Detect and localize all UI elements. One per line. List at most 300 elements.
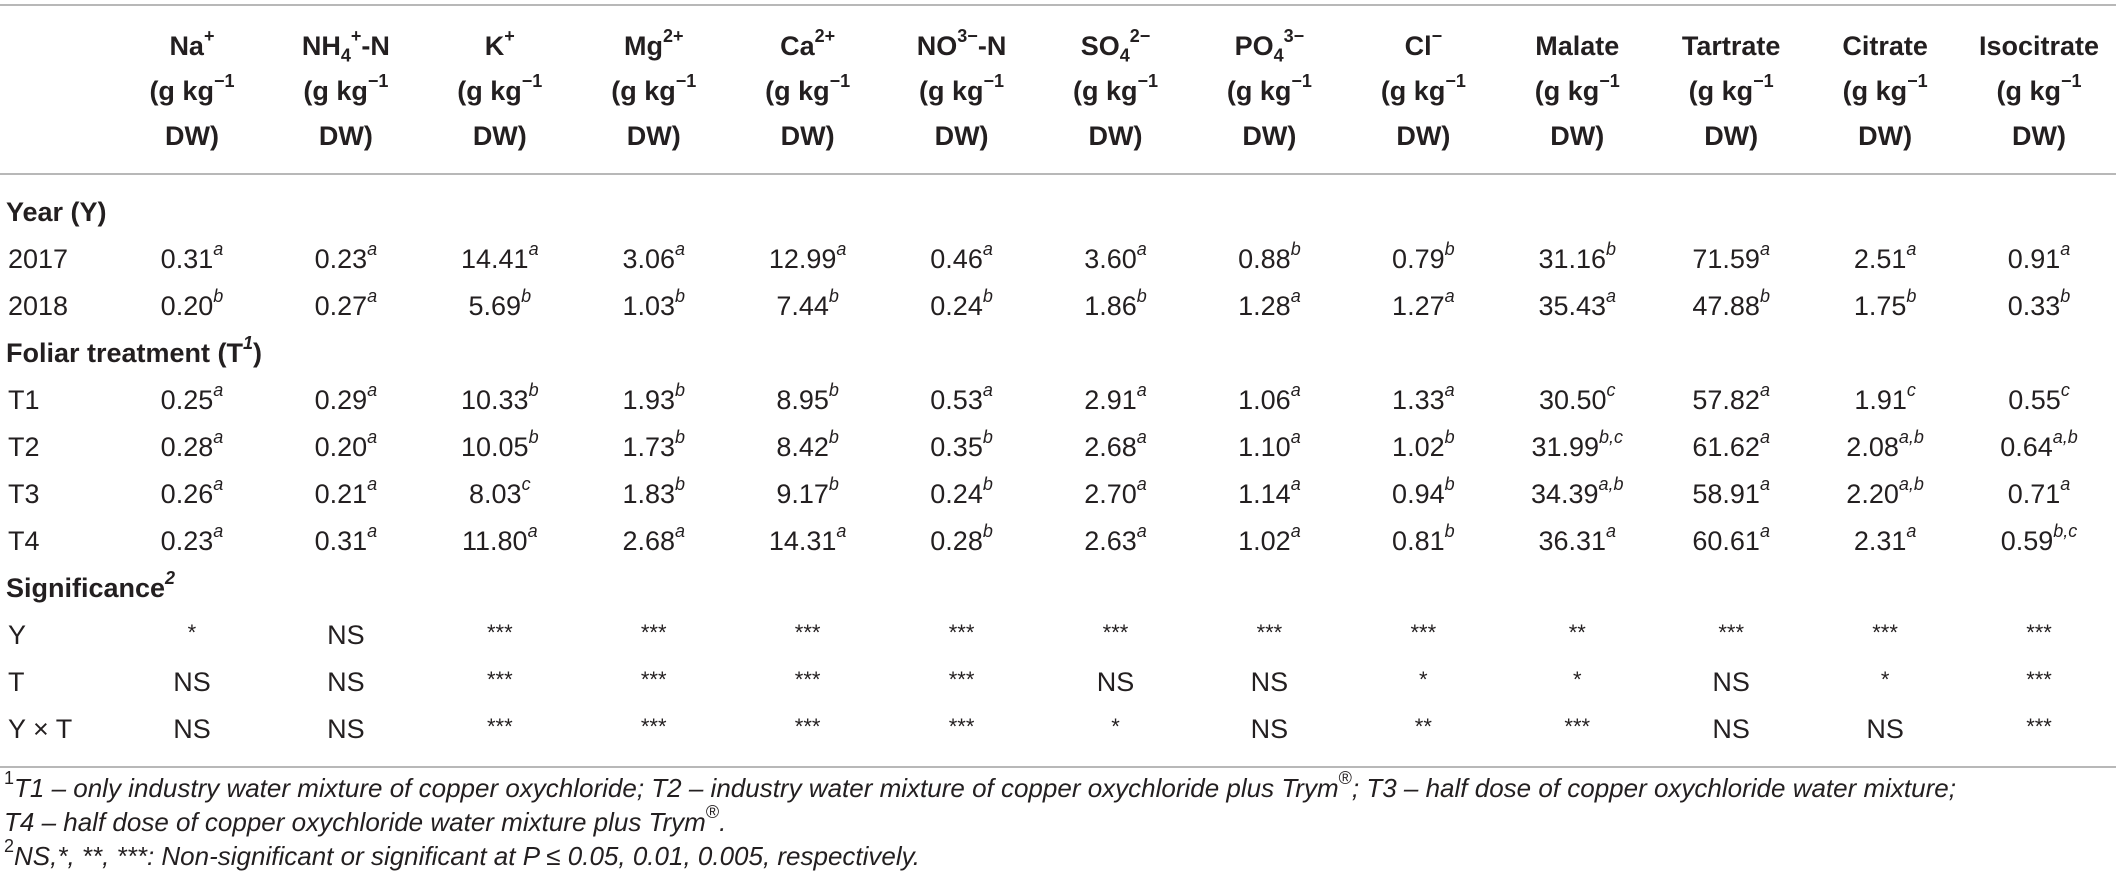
unit-exponent: −1: [829, 71, 851, 91]
significance-value: ***: [640, 714, 667, 739]
significance-letter: b: [1136, 286, 1147, 306]
significance-letter: a: [1136, 427, 1147, 447]
header-ion-label: [1654, 24, 1808, 69]
unit-exponent: −1: [1445, 71, 1466, 91]
significance-letter: b: [675, 286, 686, 306]
value-cell: [269, 377, 423, 424]
value-cell: [577, 471, 731, 518]
header-unit-basis: DW): [780, 121, 835, 151]
spacer-row: [0, 174, 2116, 189]
significance-letter: b: [982, 474, 993, 494]
cell-value: 1.06: [1238, 385, 1291, 415]
header-unit: [1192, 69, 1346, 114]
unit-text: (g kg: [765, 76, 830, 106]
significance-value: *: [1419, 667, 1428, 692]
cell-value: 30.50: [1538, 385, 1607, 415]
significance-letter: a,b: [1898, 474, 1924, 494]
value-cell: [1808, 236, 1962, 283]
cell-value: 0.46: [930, 244, 983, 274]
ion-name: Mg: [623, 31, 663, 61]
value-cell: [1962, 236, 2116, 283]
header-ion-label: [1192, 24, 1346, 69]
cell-value: 36.31: [1538, 526, 1607, 556]
unit-text: (g kg: [1534, 76, 1600, 106]
cell-value: 3.60: [1084, 244, 1137, 274]
significance-cell: [423, 612, 577, 659]
cell-value: 61.62: [1692, 432, 1760, 462]
cell-value: 2.08: [1846, 432, 1899, 462]
significance-value: NS: [173, 714, 211, 744]
cell-value: 1.28: [1238, 291, 1291, 321]
cell-value: 1.02: [1392, 432, 1445, 462]
significance-row: [0, 659, 2116, 706]
value-cell: [1654, 424, 1808, 471]
significance-value: *: [1880, 667, 1890, 692]
cell-value: 14.31: [768, 526, 837, 556]
unit-text: (g kg: [1688, 76, 1754, 106]
column-header: [1654, 5, 1808, 174]
significance-letter: a: [213, 380, 224, 400]
header-unit: [1962, 69, 2116, 114]
significance-cell: [1500, 706, 1654, 767]
section-label-text: Foliar treatment (T: [6, 338, 244, 368]
row-label: T: [8, 667, 25, 697]
cell-value: 1.03: [622, 291, 675, 321]
significance-letter: a: [1444, 380, 1455, 400]
significance-letter: a: [213, 239, 224, 259]
significance-value: **: [1414, 714, 1432, 739]
header-unit-basis: DW): [1088, 121, 1143, 151]
significance-letter: b: [675, 474, 686, 494]
value-cell: [423, 283, 577, 330]
significance-letter: b: [828, 427, 839, 447]
cell-value: 2.51: [1853, 244, 1907, 274]
cell-value: 1.91: [1854, 385, 1907, 415]
cell-value: 9.17: [776, 479, 829, 509]
significance-value: NS: [327, 714, 365, 744]
cell-value: 0.35: [930, 432, 983, 462]
ion-name: Ca: [780, 31, 815, 61]
significance-cell: [269, 612, 423, 659]
value-cell: [1039, 471, 1193, 518]
value-cell: [423, 518, 577, 565]
header-ion-label: [115, 24, 269, 69]
cell-value: 1.33: [1392, 385, 1445, 415]
significance-letter: a: [1136, 521, 1147, 541]
table-row: [0, 283, 2116, 330]
cell-value: 57.82: [1692, 385, 1760, 415]
cell-value: 0.79: [1392, 244, 1445, 274]
significance-letter: b: [528, 427, 539, 447]
value-cell: [731, 424, 885, 471]
cell-value: 0.24: [930, 479, 983, 509]
footnote-2-mark: 2: [4, 836, 15, 857]
unit-exponent: −1: [1137, 71, 1158, 91]
cell-value: 2.70: [1084, 479, 1137, 509]
significance-letter: a: [527, 521, 538, 541]
significance-letter: a: [2060, 474, 2071, 494]
header-ion-label: [1346, 24, 1500, 69]
significance-value: ***: [486, 667, 513, 692]
cell-value: 0.23: [314, 244, 368, 274]
value-cell: [1808, 424, 1962, 471]
cell-value: 1.86: [1084, 291, 1137, 321]
cell-value: 58.91: [1692, 479, 1760, 509]
significance-cell: [1039, 706, 1193, 767]
value-cell: [885, 377, 1039, 424]
significance-letter: b: [675, 427, 686, 447]
header-unit: [885, 69, 1039, 114]
row-label: 2017: [8, 244, 69, 274]
header-unit: [1346, 69, 1500, 114]
significance-letter: b: [1290, 239, 1301, 259]
section-footnote-mark: 1: [243, 333, 254, 353]
header-ion-label: [1039, 24, 1193, 69]
column-header: [1039, 5, 1193, 174]
significance-letter: a: [1759, 380, 1770, 400]
significance-cell: [885, 659, 1039, 706]
cell-value: 1.27: [1392, 291, 1445, 321]
significance-letter: a: [1759, 239, 1770, 259]
value-cell: [115, 377, 269, 424]
value-cell: [1192, 518, 1346, 565]
significance-value: ***: [2026, 714, 2052, 739]
significance-letter: a: [367, 239, 378, 259]
significance-cell: [1654, 659, 1808, 706]
data-table: [0, 4, 2116, 768]
cell-value: 0.31: [160, 244, 214, 274]
unit-exponent: −1: [1291, 71, 1312, 91]
value-cell: [115, 518, 269, 565]
significance-letter: a: [1759, 474, 1770, 494]
header-unit-basis: DW): [472, 121, 527, 151]
cell-value: 0.26: [160, 479, 214, 509]
cell-value: 14.41: [461, 244, 529, 274]
significance-letter: a: [1290, 521, 1301, 541]
header-ion-label: [885, 24, 1039, 69]
ion-charge: 2+: [662, 26, 684, 46]
value-cell: [1192, 424, 1346, 471]
header-unit-basis: DW): [318, 121, 373, 151]
header-unit-basis: DW): [2012, 121, 2067, 151]
value-cell: [1346, 424, 1500, 471]
significance-letter: a: [1606, 521, 1617, 541]
significance-letter: b: [213, 286, 224, 306]
header-unit: [731, 69, 885, 114]
significance-value: NS: [327, 620, 365, 650]
value-cell: [1654, 518, 1808, 565]
header-unit: [1039, 69, 1193, 114]
value-cell: [577, 377, 731, 424]
header-ion-label: [577, 24, 731, 69]
value-cell: [1346, 518, 1500, 565]
significance-letter: b: [528, 380, 539, 400]
significance-value: ***: [1256, 620, 1283, 645]
cell-value: 2.31: [1853, 526, 1907, 556]
significance-value: NS: [1712, 667, 1750, 697]
footnote-2: [4, 836, 920, 872]
value-cell: [1500, 236, 1654, 283]
column-header: [577, 5, 731, 174]
row-label: 2018: [8, 291, 69, 321]
value-cell: [1500, 377, 1654, 424]
significance-value: NS: [1712, 714, 1750, 744]
cell-value: 0.31: [314, 526, 368, 556]
significance-letter: b: [2060, 286, 2071, 306]
significance-letter: a: [1759, 521, 1770, 541]
value-cell: [1039, 424, 1193, 471]
value-cell: [115, 283, 269, 330]
header-unit: [269, 69, 423, 114]
header-unit-basis: DW): [1858, 121, 1913, 151]
significance-value: ***: [1102, 620, 1129, 645]
significance-cell: [885, 706, 1039, 767]
cell-value: 11.80: [462, 526, 528, 556]
significance-value: ***: [640, 667, 667, 692]
cell-value: 10.05: [461, 432, 529, 462]
unit-text: (g kg: [611, 76, 676, 106]
significance-letter: b: [675, 380, 686, 400]
header-unit-basis: DW): [164, 121, 219, 151]
ion-name: Malate: [1535, 31, 1620, 61]
row-label: Y: [8, 620, 27, 650]
significance-letter: a: [675, 521, 686, 541]
section-row: [0, 189, 2116, 236]
value-cell: [1808, 471, 1962, 518]
corner-cell: [0, 5, 115, 174]
significance-value: ***: [1410, 620, 1437, 645]
column-header: [885, 5, 1039, 174]
header-unit-basis: DW): [1550, 121, 1605, 151]
ion-name: Isocitrate: [1979, 31, 2100, 61]
significance-letter: a,b: [1598, 474, 1624, 494]
cell-value: 7.44: [776, 291, 829, 321]
ion-charge: −: [1431, 26, 1443, 46]
cell-value: 5.69: [468, 291, 522, 321]
unit-text: (g kg: [457, 76, 522, 106]
cell-value: 8.95: [776, 385, 829, 415]
value-cell: [1039, 377, 1193, 424]
value-cell: [1962, 377, 2116, 424]
significance-cell: [1808, 612, 1962, 659]
value-cell: [1192, 283, 1346, 330]
value-cell: [1654, 377, 1808, 424]
cell-value: 0.21: [314, 479, 368, 509]
significance-letter: a: [367, 286, 378, 306]
value-cell: [423, 471, 577, 518]
value-cell: [1654, 236, 1808, 283]
value-cell: [1192, 236, 1346, 283]
cell-value: 2.68: [1084, 432, 1137, 462]
header-row: [0, 5, 2116, 174]
header-unit-basis: DW): [934, 121, 989, 151]
significance-cell: [115, 706, 269, 767]
significance-value: NS: [1866, 714, 1904, 744]
value-cell: [115, 424, 269, 471]
header-ion-label: [423, 24, 577, 69]
ion-suffix: -N: [977, 31, 1007, 61]
value-cell: [115, 471, 269, 518]
header-ion-label: [269, 24, 423, 69]
column-header: [269, 5, 423, 174]
section-label: [0, 565, 2116, 612]
unit-text: (g kg: [919, 76, 984, 106]
significance-letter: a: [213, 474, 224, 494]
value-cell: [731, 518, 885, 565]
significance-letter: a: [1906, 239, 1917, 259]
value-cell: [423, 236, 577, 283]
ion-name: SO: [1080, 31, 1120, 61]
value-cell: [1039, 283, 1193, 330]
cell-value: 0.20: [314, 432, 368, 462]
significance-letter: a: [1290, 474, 1301, 494]
footnote-1-line2-tail: .: [719, 807, 727, 837]
cell-value: 8.42: [776, 432, 829, 462]
value-cell: [1808, 518, 1962, 565]
significance-cell: [1192, 612, 1346, 659]
significance-letter: a: [1136, 380, 1147, 400]
cell-value: 35.43: [1538, 291, 1607, 321]
cell-value: 0.20: [160, 291, 214, 321]
significance-cell: [1962, 612, 2116, 659]
significance-value: ***: [1718, 620, 1745, 645]
value-cell: [1654, 283, 1808, 330]
column-header: [731, 5, 885, 174]
unit-exponent: −1: [1599, 71, 1620, 91]
cell-value: 0.25: [160, 385, 214, 415]
section-label: [0, 330, 2116, 377]
cell-value: 0.23: [160, 526, 214, 556]
significance-cell: [423, 706, 577, 767]
section-label-text: Year (Y): [6, 197, 107, 227]
significance-cell: [269, 706, 423, 767]
header-ion-label: [1808, 24, 1962, 69]
value-cell: [1962, 518, 2116, 565]
cell-value: 0.88: [1238, 244, 1291, 274]
cell-value: 1.02: [1238, 526, 1291, 556]
significance-letter: a,b: [1898, 427, 1924, 447]
ion-name: K: [484, 31, 505, 61]
header-unit: [115, 69, 269, 114]
significance-letter: b: [982, 521, 993, 541]
section-label-close: ): [253, 338, 263, 368]
significance-row: [0, 612, 2116, 659]
header-ion-label: [731, 24, 885, 69]
section-label: [0, 189, 2116, 236]
significance-letter: a: [675, 239, 686, 259]
cell-value: 8.03: [469, 479, 522, 509]
significance-value: ***: [486, 620, 513, 645]
column-header: [1346, 5, 1500, 174]
header-unit-basis: DW): [1396, 121, 1451, 151]
significance-letter: a: [528, 239, 539, 259]
value-cell: [269, 518, 423, 565]
header-unit: [423, 69, 577, 114]
cell-value: 60.61: [1692, 526, 1760, 556]
header-ion-label: [1962, 24, 2116, 69]
significance-cell: [731, 706, 885, 767]
cell-value: 2.63: [1084, 526, 1137, 556]
cell-value: 2.20: [1846, 479, 1899, 509]
column-header: [1500, 5, 1654, 174]
cell-value: 2.91: [1084, 385, 1137, 415]
value-cell: [885, 424, 1039, 471]
significance-cell: [885, 612, 1039, 659]
section-row: [0, 565, 2116, 612]
cell-value: 0.91: [2007, 244, 2061, 274]
value-cell: [269, 236, 423, 283]
value-cell: [1962, 283, 2116, 330]
significance-cell: [1346, 659, 1500, 706]
significance-value: NS: [173, 667, 211, 697]
column-header: [1962, 5, 2116, 174]
significance-value: ***: [1872, 620, 1898, 645]
section-footnote-mark: 2: [165, 568, 176, 588]
ion-charge: 2−: [1129, 26, 1151, 46]
footnote-1-text: T1 – only industry water mixture of copper oxychloride; T2 – industry water mixture of copper oxychloride plus Trym: [14, 773, 1339, 803]
unit-text: (g kg: [1226, 76, 1292, 106]
value-cell: [577, 518, 731, 565]
value-cell: [885, 518, 1039, 565]
significance-cell: [1039, 659, 1193, 706]
header-ion-label: [1500, 24, 1654, 69]
unit-exponent: −1: [367, 71, 389, 91]
significance-cell: [1039, 612, 1193, 659]
significance-letter: b: [1444, 521, 1455, 541]
footnote-2-text: NS,*, **, ***: Non-significant or significant at P ≤ 0.05, 0.01, 0.005, respectively.: [14, 841, 920, 871]
significance-cell: [115, 612, 269, 659]
significance-cell: [115, 659, 269, 706]
value-cell: [1039, 518, 1193, 565]
significance-value: NS: [1250, 714, 1289, 744]
ion-subscript: 4: [1273, 45, 1284, 66]
value-cell: [577, 424, 731, 471]
significance-letter: a: [367, 474, 378, 494]
value-cell: [423, 377, 577, 424]
header-unit: [1808, 69, 1962, 114]
value-cell: [1346, 377, 1500, 424]
cell-value: 71.59: [1692, 244, 1760, 274]
significance-letter: a: [1906, 521, 1917, 541]
significance-letter: a,b: [2052, 427, 2078, 447]
ion-charge: 3−: [957, 26, 978, 46]
significance-value: NS: [1096, 667, 1135, 697]
significance-letter: b: [828, 474, 839, 494]
ion-charge: +: [350, 26, 362, 46]
significance-cell: [1808, 659, 1962, 706]
cell-value: 0.64: [2000, 432, 2053, 462]
significance-cell: [1654, 612, 1808, 659]
cell-value: 3.06: [622, 244, 675, 274]
unit-text: (g kg: [1072, 76, 1138, 106]
ion-subscript: 4: [340, 45, 351, 66]
significance-value: ***: [948, 667, 975, 692]
significance-letter: c: [521, 474, 531, 494]
footnote-1-mark: 1: [4, 768, 15, 789]
significance-letter: a: [1290, 427, 1301, 447]
ion-subscript: 4: [1119, 45, 1130, 66]
significance-cell: [1192, 706, 1346, 767]
significance-value: ***: [486, 714, 513, 739]
significance-letter: a: [1290, 286, 1301, 306]
column-header: [115, 5, 269, 174]
cell-value: 0.28: [160, 432, 214, 462]
cell-value: 1.10: [1238, 432, 1291, 462]
value-cell: [1962, 424, 2116, 471]
value-cell: [1500, 518, 1654, 565]
cell-value: 1.75: [1853, 291, 1907, 321]
unit-exponent: −1: [1907, 71, 1928, 91]
